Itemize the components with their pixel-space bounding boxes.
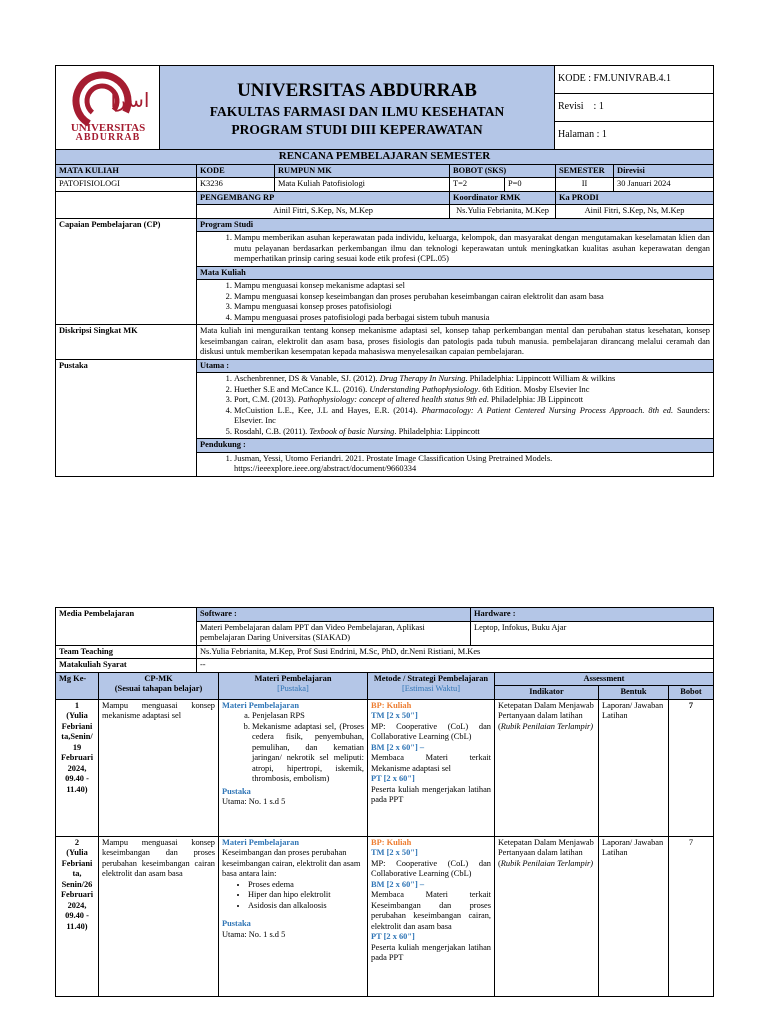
doc-revision: Revisi : 1 bbox=[555, 94, 714, 122]
reference-item: 3. Port, C.M. (2013). Pathophysiology: concept of altered health status 9th ed. Philadelphia: JB Lippincott bbox=[234, 395, 710, 406]
rumpun-value: Mata Kuliah Patofisiologi bbox=[275, 178, 450, 192]
list-item: 3. Mampu menguasai konsep proses patofisiologi bbox=[234, 302, 710, 313]
hardware-label: Hardware : bbox=[471, 608, 714, 622]
hardware-value: Leptop, Infokus, Buku Ajar bbox=[471, 621, 714, 645]
col-cpmk: CP-MK (Sesuai tahapan belajar) bbox=[99, 672, 219, 699]
col-metode: Metode / Strategi Pembelajaran [Estimasi Waktu] bbox=[368, 672, 495, 699]
schedule-table bbox=[55, 672, 714, 997]
h-semester: SEMESTER bbox=[556, 164, 614, 178]
pustaka-utama-list bbox=[197, 373, 714, 439]
col-mg: Mg Ke- bbox=[56, 672, 99, 699]
list-item: 4. Mampu menguasai proses patofisiologi pada berbagai sistem tubuh manusia bbox=[234, 313, 710, 324]
row-bobot: 7 bbox=[669, 836, 714, 996]
university-name: UNIVERSITAS ABDURRAB bbox=[237, 80, 477, 102]
pustaka-utama-items bbox=[200, 374, 710, 437]
team-label: Team Teaching bbox=[56, 645, 197, 659]
list-item: 1. Mampu memberikan asuhan keperawatan pada individu, keluarga, kelompok, dan masyarakat dengan mengutamakan keselamatan klien dan mutu pelayanan berdasarkan perkembangan ilmu dan teknologi keperawatan untuk meningkatkan kualitas asuhan keperawatan dengan memperhatikan prinsip caring sesuai kode etik profesi (CPL.05) bbox=[234, 233, 710, 265]
koordinator-value: Ns.Yulia Febrianita, M.Kep bbox=[450, 205, 556, 219]
team-value: Ns.Yulia Febrianita, M.Kep, Prof Susi Endrini, M.Sc, PhD, dr.Neni Ristiani, M.Kes bbox=[197, 645, 714, 659]
list-item: 1. Mampu menguasai konsep mekanisme adaptasi sel bbox=[234, 281, 710, 292]
course-info-table bbox=[55, 164, 714, 219]
syarat-value: -- bbox=[197, 659, 714, 673]
program-name: PROGRAM STUDI DIII KEPERAWATAN bbox=[231, 122, 483, 138]
col-bobot: Bobot bbox=[669, 686, 714, 700]
cp-prodi-list bbox=[197, 232, 714, 267]
title-block bbox=[160, 66, 555, 150]
list-item: 1. Jusman, Yessi, Utomo Feriandri. 2021. Prostate Image Classification Using Pretrained Models. https://ieeexplore.ieee.org/abstract/document/9660334 bbox=[234, 454, 710, 475]
rps-schedule-document bbox=[55, 607, 713, 997]
svg-text:UNIVERSITAS: UNIVERSITAS bbox=[70, 121, 145, 134]
pustaka-pendukung-list bbox=[197, 452, 714, 476]
cp-mk-label: Mata Kuliah bbox=[197, 266, 714, 280]
row-mg: 2 (Yulia Febriani ta, Senin/26 Februari 2024, 09.40 - 11.40) bbox=[56, 836, 99, 996]
row-indikator: Ketepatan Dalam Menjawab Pertanyaan dalam latihan (Rubik Penilaian Terlampir) bbox=[495, 699, 599, 836]
list-item: • Asidosis dan alkaloosis bbox=[248, 901, 364, 912]
row-bentuk: Laporan/ Jawaban Latihan bbox=[599, 699, 669, 836]
cp-table bbox=[55, 218, 714, 477]
list-item: b. Mekanisme adaptasi sel, (Proses cedera fisik, penyembuhan, pemulihan, dan kematian jaringan/ nekrotik sel meliputi: atropi, hipertropi, iskemik, thrombosis, embolism) bbox=[252, 722, 364, 785]
row-metode: BP: Kuliah TM [2 x 50"] MP: Cooperative (CoL) dan Collaborative Learning (CbL) BM [2 x 60"] – Membaca Materi terkait Mekanisme adaptasi sel PT [2 x 60"] Peserta kuliah mengerjakan latihan pada PPT bbox=[368, 699, 495, 836]
svg-text:اسرا: اسرا bbox=[110, 87, 149, 112]
col-bentuk: Bentuk bbox=[599, 686, 669, 700]
doc-code: KODE : FM.UNIVRAB.4.1 bbox=[555, 66, 714, 94]
row-bentuk: Laporan/ Jawaban Latihan bbox=[599, 836, 669, 996]
reference-item: 1. Aschenbrenner, DS & Vanable, SJ. (2012). Drug Therapy In Nursing. Philadelphia: Lippincott William & wilkins bbox=[234, 374, 710, 385]
col-indikator: Indikator bbox=[495, 686, 599, 700]
svg-text:ABDURRAB: ABDURRAB bbox=[75, 131, 140, 141]
row-cpmk: Mampu menguasai konsep mekanisme adaptasi sel bbox=[99, 699, 219, 836]
h-direvisi: Direvisi bbox=[614, 164, 714, 178]
cp-mk-items bbox=[200, 281, 710, 323]
faculty-name: FAKULTAS FARMASI DAN ILMU KESEHATAN bbox=[209, 104, 505, 120]
list-item: 2. Mampu menguasai konsep keseimbangan dan proses perubahan keseimbangan cairan elektrolit dan asam basa bbox=[234, 292, 710, 303]
deskripsi-text: Mata kuliah ini menguraikan tentang konsep mekanisme adaptasi sel, konsep tahap perkembangan mental dan perubahan status kesehatan, konsep keseimbangan cairan, elektrolit dan asam basa, proses fisiologis dan patologis pada tubuh manusia. pembelajaran dirancang melalui ceramah dan diskusi untuk memberikan kesempatan kepada mahasiswa menyelesaikan capaian pembelajaran. bbox=[197, 325, 714, 360]
pustaka-pendukung-label: Pendukung : bbox=[197, 439, 714, 453]
rps-header-table bbox=[55, 65, 714, 165]
list-item: a. Penjelasan RPS bbox=[252, 711, 364, 722]
empty-cell bbox=[56, 191, 197, 218]
syarat-label: Matakuliah Syarat bbox=[56, 659, 197, 673]
pustaka-utama-label: Utama : bbox=[197, 359, 714, 373]
kode-value: K3236 bbox=[197, 178, 275, 192]
h-kode: KODE bbox=[197, 164, 275, 178]
reference-item: 2. Huether S.E and McCance K.L. (2016). Understanding Pathophysiology. 6th Edition. Mosby Elsevier Inc bbox=[234, 385, 710, 396]
pengembang-value: Ainil Fitri, S.Kep, Ns, M.Kep bbox=[197, 205, 450, 219]
media-table bbox=[55, 607, 714, 673]
deskripsi-label: Diskripsi Singkat MK bbox=[56, 325, 197, 360]
h-kaprodi: Ka PRODI bbox=[556, 191, 714, 205]
h-pengembang: PENGEMBANG RP bbox=[197, 191, 450, 205]
list-item: • Proses edema bbox=[248, 880, 364, 891]
direvisi-value: 30 Januari 2024 bbox=[614, 178, 714, 192]
pustaka-pendukung-items bbox=[200, 454, 710, 475]
cp-label: Capaian Pembelajaran (CP) bbox=[56, 218, 197, 325]
cp-prodi-label: Program Studi bbox=[197, 218, 714, 232]
col-assessment: Assessment bbox=[495, 672, 714, 686]
software-value: Materi Pembelajaran dalam PPT dan Video Pembelajaran, Aplikasi pembelajaran Daring Universitas (SIAKAD) bbox=[197, 621, 471, 645]
rps-header-document bbox=[55, 65, 713, 477]
pustaka-label: Pustaka bbox=[56, 359, 197, 476]
table-row bbox=[56, 699, 714, 836]
semester-value: II bbox=[556, 178, 614, 192]
list-item: • Hiper dan hipo elektrolit bbox=[248, 890, 364, 901]
table-row bbox=[56, 836, 714, 996]
row-mg: 1 (Yulia Febriani ta,Senin/ 19 Februari 2024, 09.40 - 11.40) bbox=[56, 699, 99, 836]
kaprodi-value: Ainil Fitri, S.Kep, Ns, M.Kep bbox=[556, 205, 714, 219]
row-metode: BP: Kuliah TM [2 x 50"] MP: Cooperative (CoL) dan Collaborative Learning (CbL) BM [2 x 60"] – Membaca Materi terkait Keseimbangan dan proses perubahan keseimbangan cairan, elektrolit dan asam basa PT [2 x 60"] Peserta kuliah mengerjakan latihan pada PPT bbox=[368, 836, 495, 996]
reference-item: 5. Rosdahl, C.B. (2011). Texbook of basic Nursing. Philadelphia: Lippincott bbox=[234, 427, 710, 438]
h-rumpun: RUMPUN MK bbox=[275, 164, 450, 178]
bobot-t-value: T=2 bbox=[450, 178, 505, 192]
row-materi: Materi Pembelajaran Keseimbangan dan proses perubahan keseimbangan cairan, elektrolit dan asam basa antara lain: • Proses edema • Hiper dan hipo elektrolit • Asidosis dan alkaloosis Pustaka Utama: No. 1 s.d 5 bbox=[219, 836, 368, 996]
logo-cell bbox=[56, 66, 160, 150]
row-cpmk: Mampu menguasai konsep keseimbangan dan proses perubahan keseimbangan cairan elektrolit dan asam basa bbox=[99, 836, 219, 996]
row-materi: Materi Pembelajaran a. Penjelasan RPS b. Mekanisme adaptasi sel, (Proses cedera fisik, penyembuhan, pemulihan, dan kematian jaringan/ nekrotik sel meliputi: atropi, hipertropi, iskemik, thrombosis, embolism) Pustaka Utama: No. 1 s.d 5 bbox=[219, 699, 368, 836]
university-logo-icon bbox=[60, 71, 156, 141]
h-mata-kuliah: MATA KULIAH bbox=[56, 164, 197, 178]
h-bobot: BOBOT (SKS) bbox=[450, 164, 556, 178]
cp-mk-list bbox=[197, 280, 714, 325]
row-bobot: 7 bbox=[669, 699, 714, 836]
rps-title: RENCANA PEMBELAJARAN SEMESTER bbox=[56, 150, 714, 165]
col-materi: Materi Pembelajaran [Pustaka] bbox=[219, 672, 368, 699]
software-label: Software : bbox=[197, 608, 471, 622]
reference-item: 4. McCuistion L.E., Kee, J.L and Hayes, E.R. (2014). Pharmacology: A Patient Centered Nursing Process Approach. 8th ed. Saunders: Elsevier. Inc bbox=[234, 406, 710, 427]
doc-page: Halaman : 1 bbox=[555, 122, 714, 150]
bobot-p-value: P=0 bbox=[505, 178, 556, 192]
cp-prodi-items bbox=[200, 233, 710, 265]
h-koordinator: Koordinator RMK bbox=[450, 191, 556, 205]
media-label: Media Pembelajaran bbox=[56, 608, 197, 646]
mata-kuliah-value: PATOFISIOLOGI bbox=[56, 178, 197, 192]
row-indikator: Ketepatan Dalam Menjawab Pertanyaan dalam latihan (Rubik Penilaian Terlampir) bbox=[495, 836, 599, 996]
